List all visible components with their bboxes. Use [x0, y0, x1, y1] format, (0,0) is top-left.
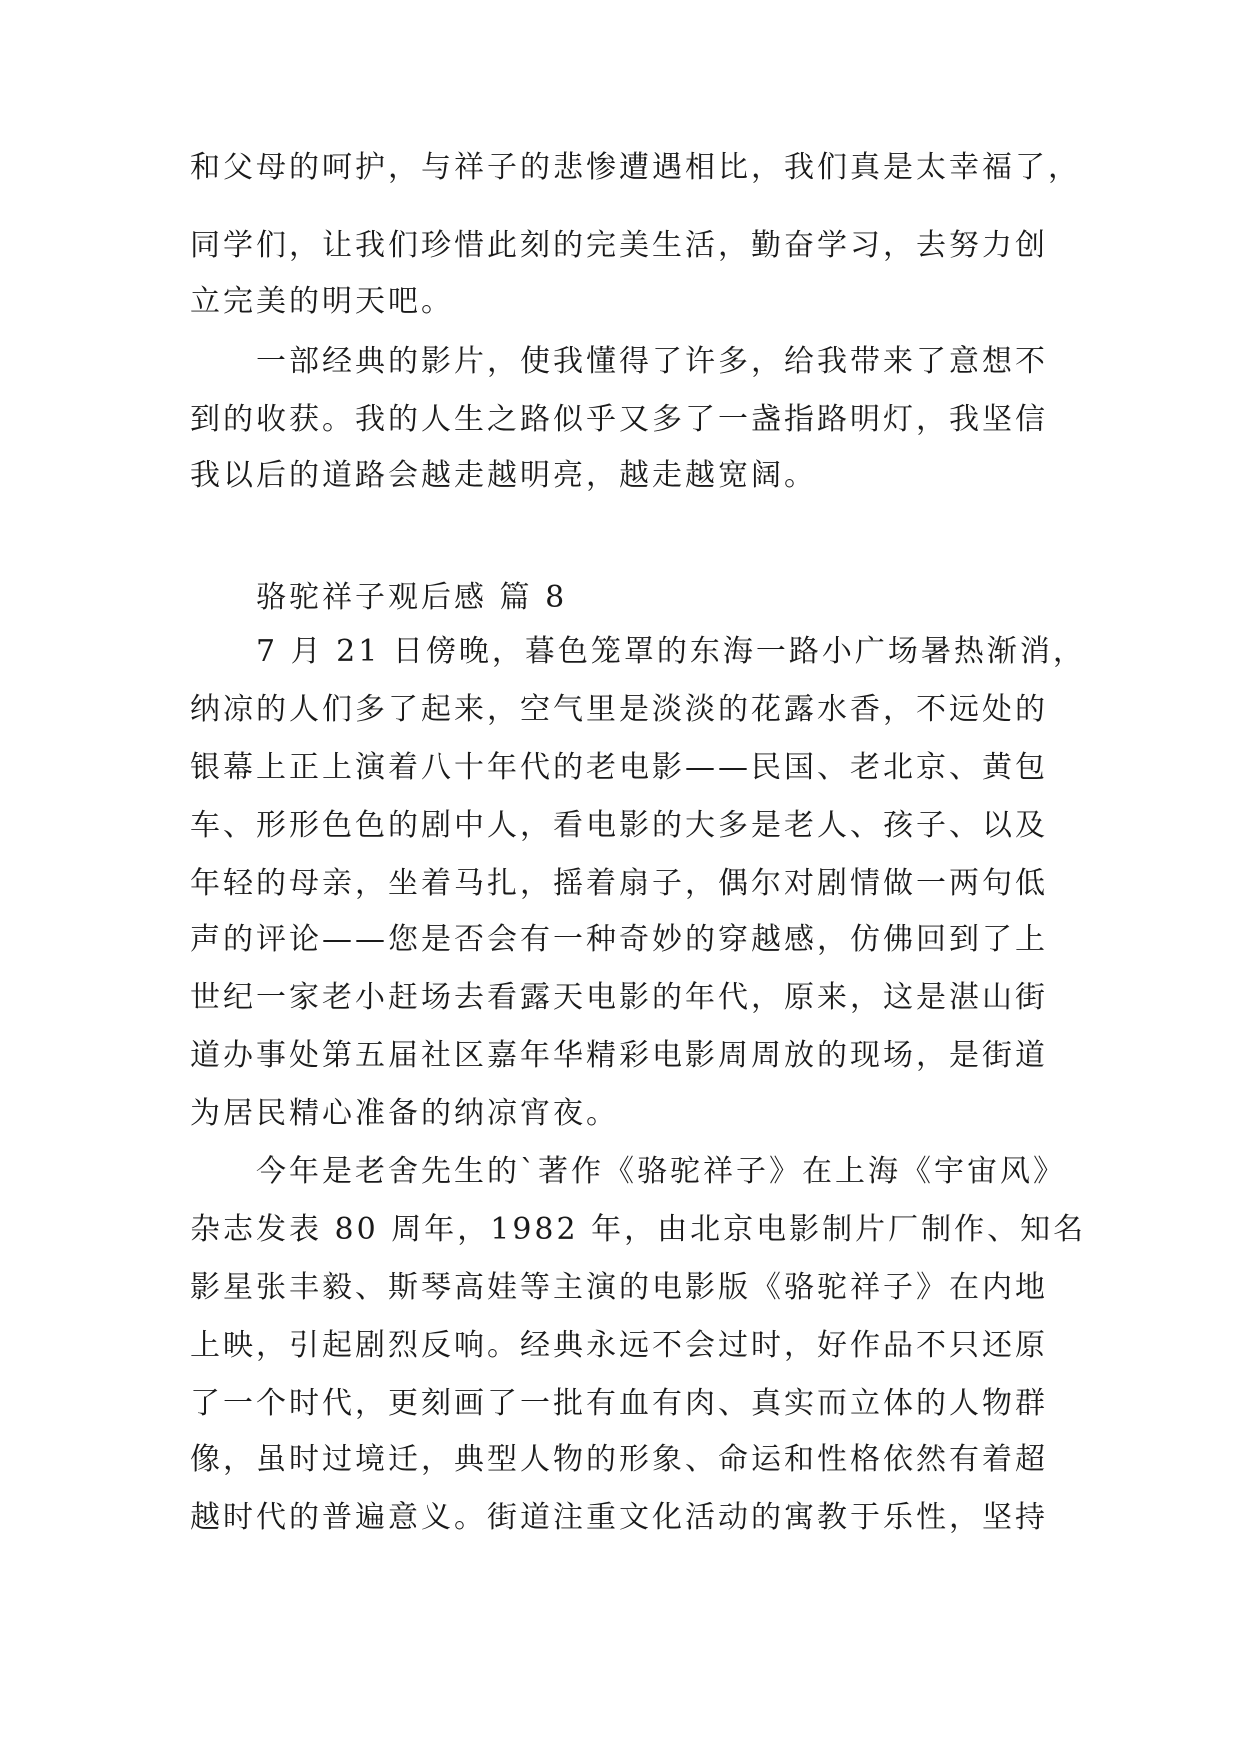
paragraph-4-line: 了一个时代，更刻画了一批有血有肉、真实而立体的人物群	[190, 1386, 1048, 1421]
paragraph-1-line: 同学们，让我们珍惜此刻的完美生活，勤奋学习，去努力创	[190, 228, 1048, 263]
paragraph-1-line: 和父母的呵护，与祥子的悲惨遭遇相比，我们真是太幸福了，	[190, 150, 1081, 185]
paragraph-2-line: 一部经典的影片，使我懂得了许多，给我带来了意想不	[256, 344, 1048, 379]
paragraph-3-line: 道办事处第五届社区嘉年华精彩电影周周放的现场，是街道	[190, 1038, 1048, 1073]
paragraph-4-line: 像，虽时过境迁，典型人物的形象、命运和性格依然有着超	[190, 1442, 1048, 1477]
paragraph-4-line: 越时代的普遍意义。街道注重文化活动的寓教于乐性，坚持	[190, 1500, 1048, 1535]
paragraph-1-line: 立完美的明天吧。	[190, 284, 454, 319]
paragraph-2-line: 到的收获。我的人生之路似乎又多了一盏指路明灯，我坚信	[190, 402, 1048, 437]
paragraph-4-line: 上映，引起剧烈反响。经典永远不会过时，好作品不只还原	[190, 1328, 1048, 1363]
paragraph-3-line: 纳凉的人们多了起来，空气里是淡淡的花露水香，不远处的	[190, 692, 1048, 727]
paragraph-3-line: 银幕上正上演着八十年代的老电影——民国、老北京、黄包	[190, 750, 1048, 785]
paragraph-4-line: 今年是老舍先生的`著作《骆驼祥子》在上海《宇宙风》	[256, 1154, 1066, 1189]
paragraph-3-line: 7 月 21 日傍晚，暮色笼罩的东海一路小广场暑热渐消，	[256, 634, 1086, 669]
paragraph-3-line: 车、形形色色的剧中人，看电影的大多是老人、孩子、以及	[190, 808, 1048, 843]
paragraph-3-line: 声的评论——您是否会有一种奇妙的穿越感，仿佛回到了上	[190, 922, 1048, 957]
paragraph-2-line: 我以后的道路会越走越明亮，越走越宽阔。	[190, 458, 817, 493]
paragraph-4-line: 杂志发表 80 周年，1982 年，由北京电影制片厂制作、知名	[190, 1212, 1087, 1247]
paragraph-3-line: 为居民精心准备的纳凉宵夜。	[190, 1096, 619, 1131]
paragraph-4-line: 影星张丰毅、斯琴高娃等主演的电影版《骆驼祥子》在内地	[190, 1270, 1048, 1305]
paragraph-3-line: 年轻的母亲，坐着马扎，摇着扇子，偶尔对剧情做一两句低	[190, 866, 1048, 901]
section-title: 骆驼祥子观后感 篇 8	[256, 580, 568, 615]
paragraph-3-line: 世纪一家老小赶场去看露天电影的年代，原来，这是湛山街	[190, 980, 1048, 1015]
